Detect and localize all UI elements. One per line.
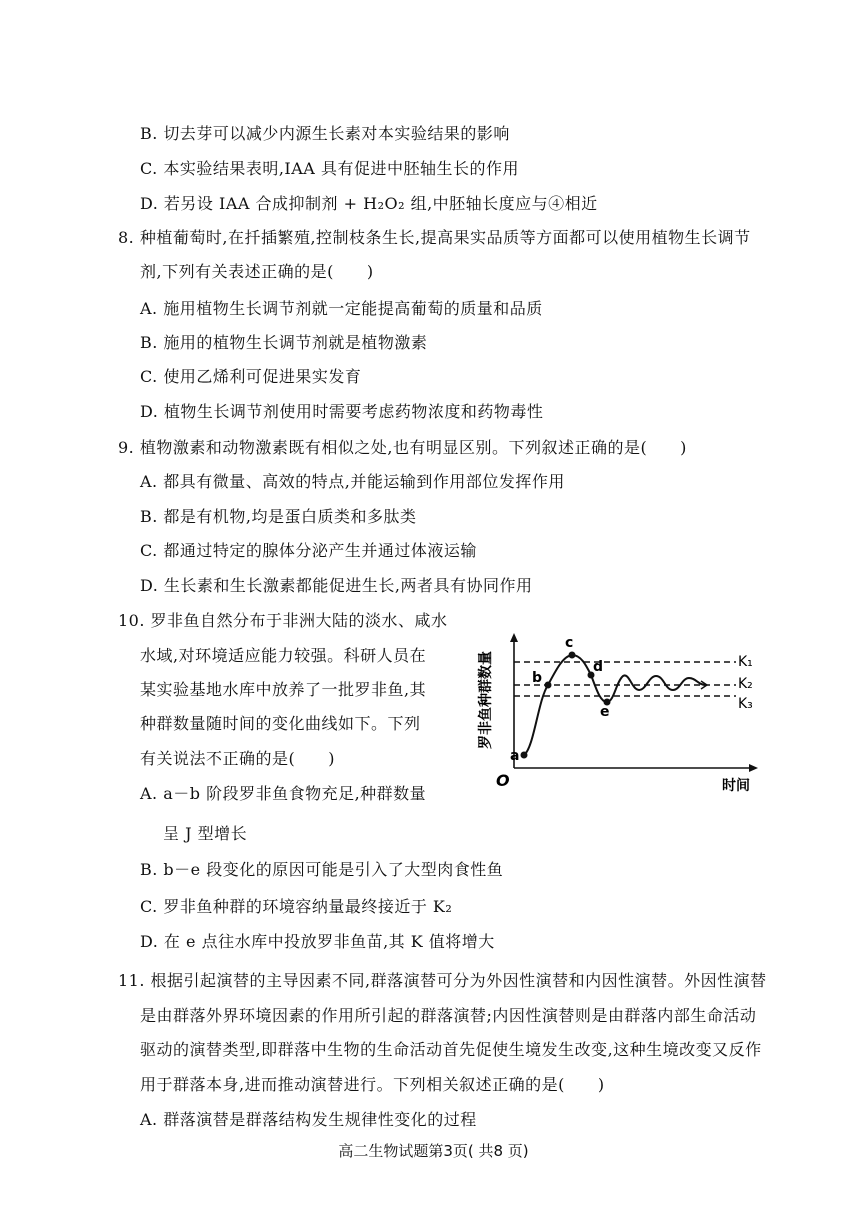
point-c bbox=[569, 652, 576, 659]
label-d: d bbox=[593, 659, 604, 675]
q7-option-d: D. 若另设 IAA 合成抑制剂 + H₂O₂ 组,中胚轴长度应与④相近 bbox=[140, 194, 598, 213]
q9-stem: 9. 植物激素和动物激素既有相似之处,也有明显区别。下列叙述正确的是( ) bbox=[118, 438, 687, 457]
label-a: a bbox=[510, 748, 520, 764]
population-curve-figure bbox=[468, 630, 768, 795]
q11-stem-line3: 驱动的演替类型,即群落中生物的生命活动首先促使生境发生改变,这种生境改变又反作 bbox=[140, 1040, 762, 1059]
q10-option-a-line1: A. a－b 阶段罗非鱼食物充足,种群数量 bbox=[140, 784, 427, 803]
q10-option-d: D. 在 e 点往水库中投放罗非鱼苗,其 K 值将增大 bbox=[140, 932, 495, 951]
population-curve bbox=[524, 655, 706, 755]
q11-stem-line4: 用于群落本身,进而推动演替进行。下列相关叙述正确的是( ) bbox=[140, 1075, 605, 1094]
q10-stem-line1: 10. 罗非鱼自然分布于非洲大陆的淡水、咸水 bbox=[118, 611, 448, 630]
y-axis-arrow bbox=[510, 633, 518, 642]
q8-option-c: C. 使用乙烯利可促进果实发育 bbox=[140, 367, 362, 386]
q10-stem-line3: 某实验基地水库中放养了一批罗非鱼,其 bbox=[140, 680, 427, 699]
q8-option-a: A. 施用植物生长调节剂就一定能提高葡萄的质量和品质 bbox=[140, 299, 543, 318]
label-c: c bbox=[565, 635, 574, 651]
origin-label: O bbox=[496, 771, 510, 790]
k2-label: K₂ bbox=[738, 676, 753, 692]
q9-option-d: D. 生长素和生长激素都能促进生长,两者具有协同作用 bbox=[140, 576, 533, 595]
q9-option-a: A. 都具有微量、高效的特点,并能运输到作用部位发挥作用 bbox=[140, 472, 565, 491]
q8-stem-line2: 剂,下列有关表述正确的是( ) bbox=[140, 262, 374, 281]
q8-option-b: B. 施用的植物生长调节剂就是植物激素 bbox=[140, 333, 428, 352]
q10-option-c: C. 罗非鱼种群的环境容纳量最终接近于 K₂ bbox=[140, 897, 453, 916]
q11-stem-line2: 是由群落外界环境因素的作用所引起的群落演替;内因性演替则是由群落内部生命活动 bbox=[140, 1006, 757, 1025]
page-footer: 高二生物试题第3页( 共8 页) bbox=[338, 1142, 529, 1160]
q10-stem-line2: 水域,对环境适应能力较强。科研人员在 bbox=[140, 646, 427, 665]
label-b: b bbox=[532, 670, 543, 686]
q11-stem-line1: 11. 根据引起演替的主导因素不同,群落演替可分为外因性演替和内因性演替。外因性演替 bbox=[118, 971, 767, 990]
q9-option-b: B. 都是有机物,均是蛋白质类和多肽类 bbox=[140, 507, 417, 526]
y-axis-label: 罗非鱼种群数量 bbox=[478, 651, 494, 749]
q10-option-b: B. b－e 段变化的原因可能是引入了大型肉食性鱼 bbox=[140, 860, 504, 879]
q7-option-b: B. 切去芽可以减少内源生长素对本实验结果的影响 bbox=[140, 124, 510, 143]
q10-stem-line4: 种群数量随时间的变化曲线如下。下列 bbox=[140, 714, 421, 733]
k1-label: K₁ bbox=[738, 654, 753, 670]
k3-label: K₃ bbox=[738, 696, 753, 712]
q8-option-d: D. 植物生长调节剂使用时需要考虑药物浓度和药物毒性 bbox=[140, 402, 544, 421]
q10-option-a-line2: 呈 J 型增长 bbox=[163, 824, 248, 843]
q8-stem-line1: 8. 种植葡萄时,在扦插繁殖,控制枝条生长,提高果实品质等方面都可以使用植物生长调节 bbox=[118, 228, 751, 247]
q10-stem-line5: 有关说法不正确的是( ) bbox=[140, 749, 335, 768]
point-b bbox=[545, 682, 552, 689]
x-axis-arrow bbox=[749, 764, 758, 772]
x-axis-label: 时间 bbox=[722, 778, 750, 794]
label-e: e bbox=[600, 704, 610, 720]
q9-option-c: C. 都通过特定的腺体分泌产生并通过体液运输 bbox=[140, 541, 477, 560]
point-a bbox=[521, 752, 528, 759]
q7-option-c: C. 本实验结果表明,IAA 具有促进中胚轴生长的作用 bbox=[140, 159, 519, 178]
q11-option-a: A. 群落演替是群落结构发生规律性变化的过程 bbox=[140, 1110, 477, 1129]
